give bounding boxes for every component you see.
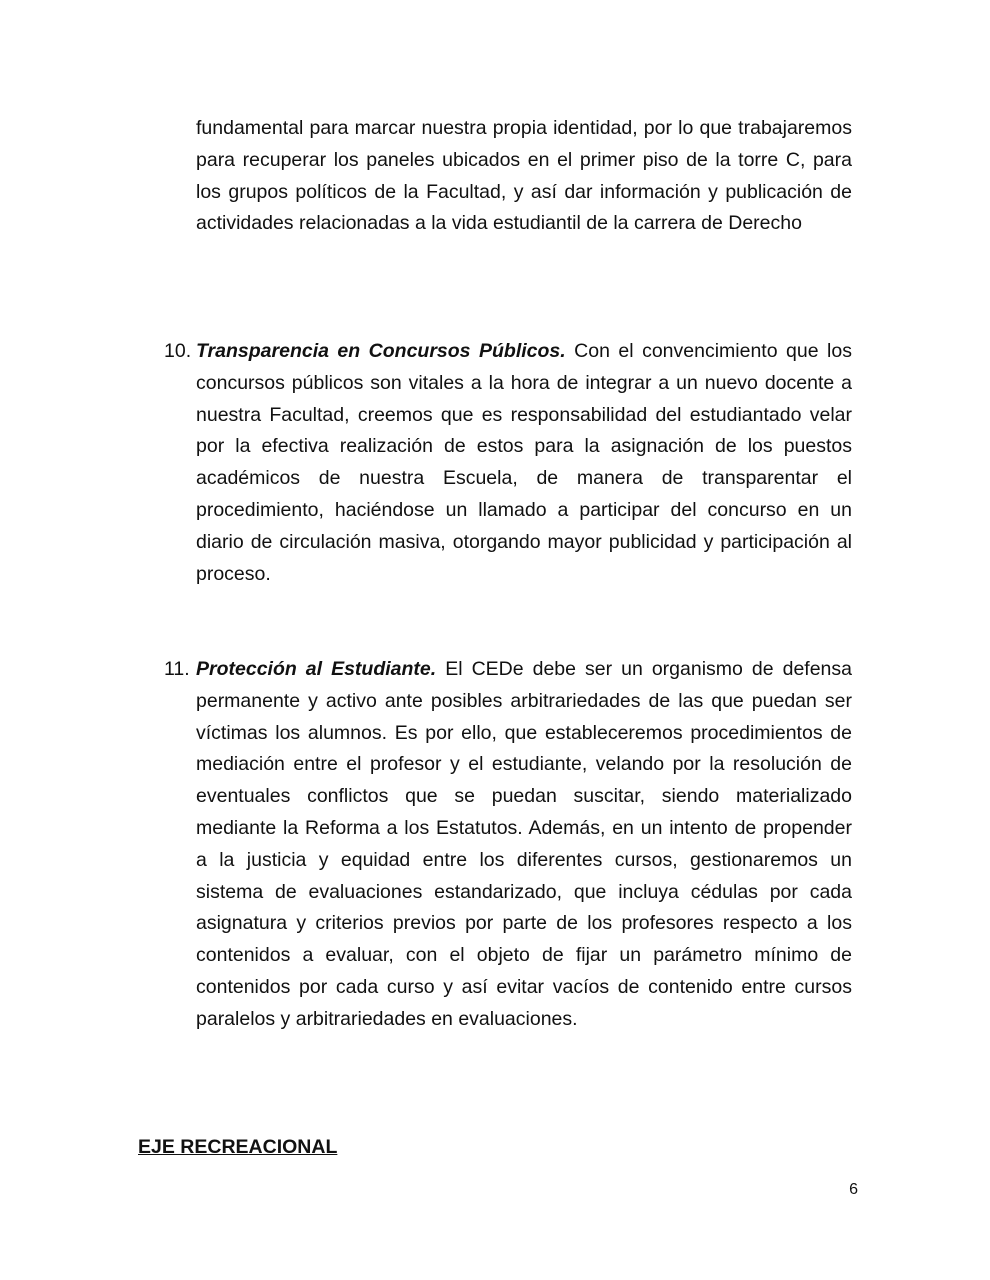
list-item-number: 10.: [164, 340, 192, 362]
list-item-title: Protección al Estudiante.: [196, 658, 437, 680]
list-item-title: Transparencia en Concursos Públicos.: [196, 340, 566, 362]
list-item-body: Con el convencimiento que los concursos públicos son vitales a la hora de integrar a un nuevo docente a nuestra Facultad, creemos que es responsabilidad del estudiantado velar por la efectiva realización de estos para la asignación de los puestos académicos de nuestra Escuela, de manera de transparentar el procedimiento, haciéndose un llamado a participar del concurso en un diario de circulación masiva, otorgando mayor publicidad y participación al proceso.: [196, 340, 852, 585]
continued-paragraph: [196, 113, 852, 240]
list-item-11: [164, 654, 852, 1036]
list-item-body: El CEDe debe ser un organismo de defensa permanente y activo ante posibles arbitrariedades de las que puedan ser víctimas los alumnos. Es por ello, que estableceremos procedimientos de mediación entre el profesor y el estudiante, velando por la resolución de eventuales conflictos que se puedan suscitar, siendo materializado mediante la Reforma a los Estatutos. Además, en un intento de propender a la justicia y equidad entre los diferentes cursos, gestionaremos un sistema de evaluaciones estandarizado, que incluya cédulas por cada asignatura y criterios previos por parte de los profesores respecto a los contenidos a evaluar, con el objeto de fijar un parámetro mínimo de contenidos por cada curso y así evitar vacíos de contenido entre cursos paralelos y arbitrariedades en evaluaciones.: [196, 658, 852, 1030]
list-item-number: 11.: [164, 658, 190, 680]
section-heading: EJE RECREACIONAL: [138, 1136, 338, 1158]
page-number: 6: [849, 1181, 858, 1198]
list-item-10: [164, 336, 852, 590]
continued-paragraph-text: fundamental para marcar nuestra propia identidad, por lo que trabajaremos para recuperar los paneles ubicados en el primer piso de la torre C, para los grupos políticos de la Facultad, y así dar información y publicación de actividades relacionadas a la vida estudiantil de la carrera de Derecho: [196, 117, 852, 235]
